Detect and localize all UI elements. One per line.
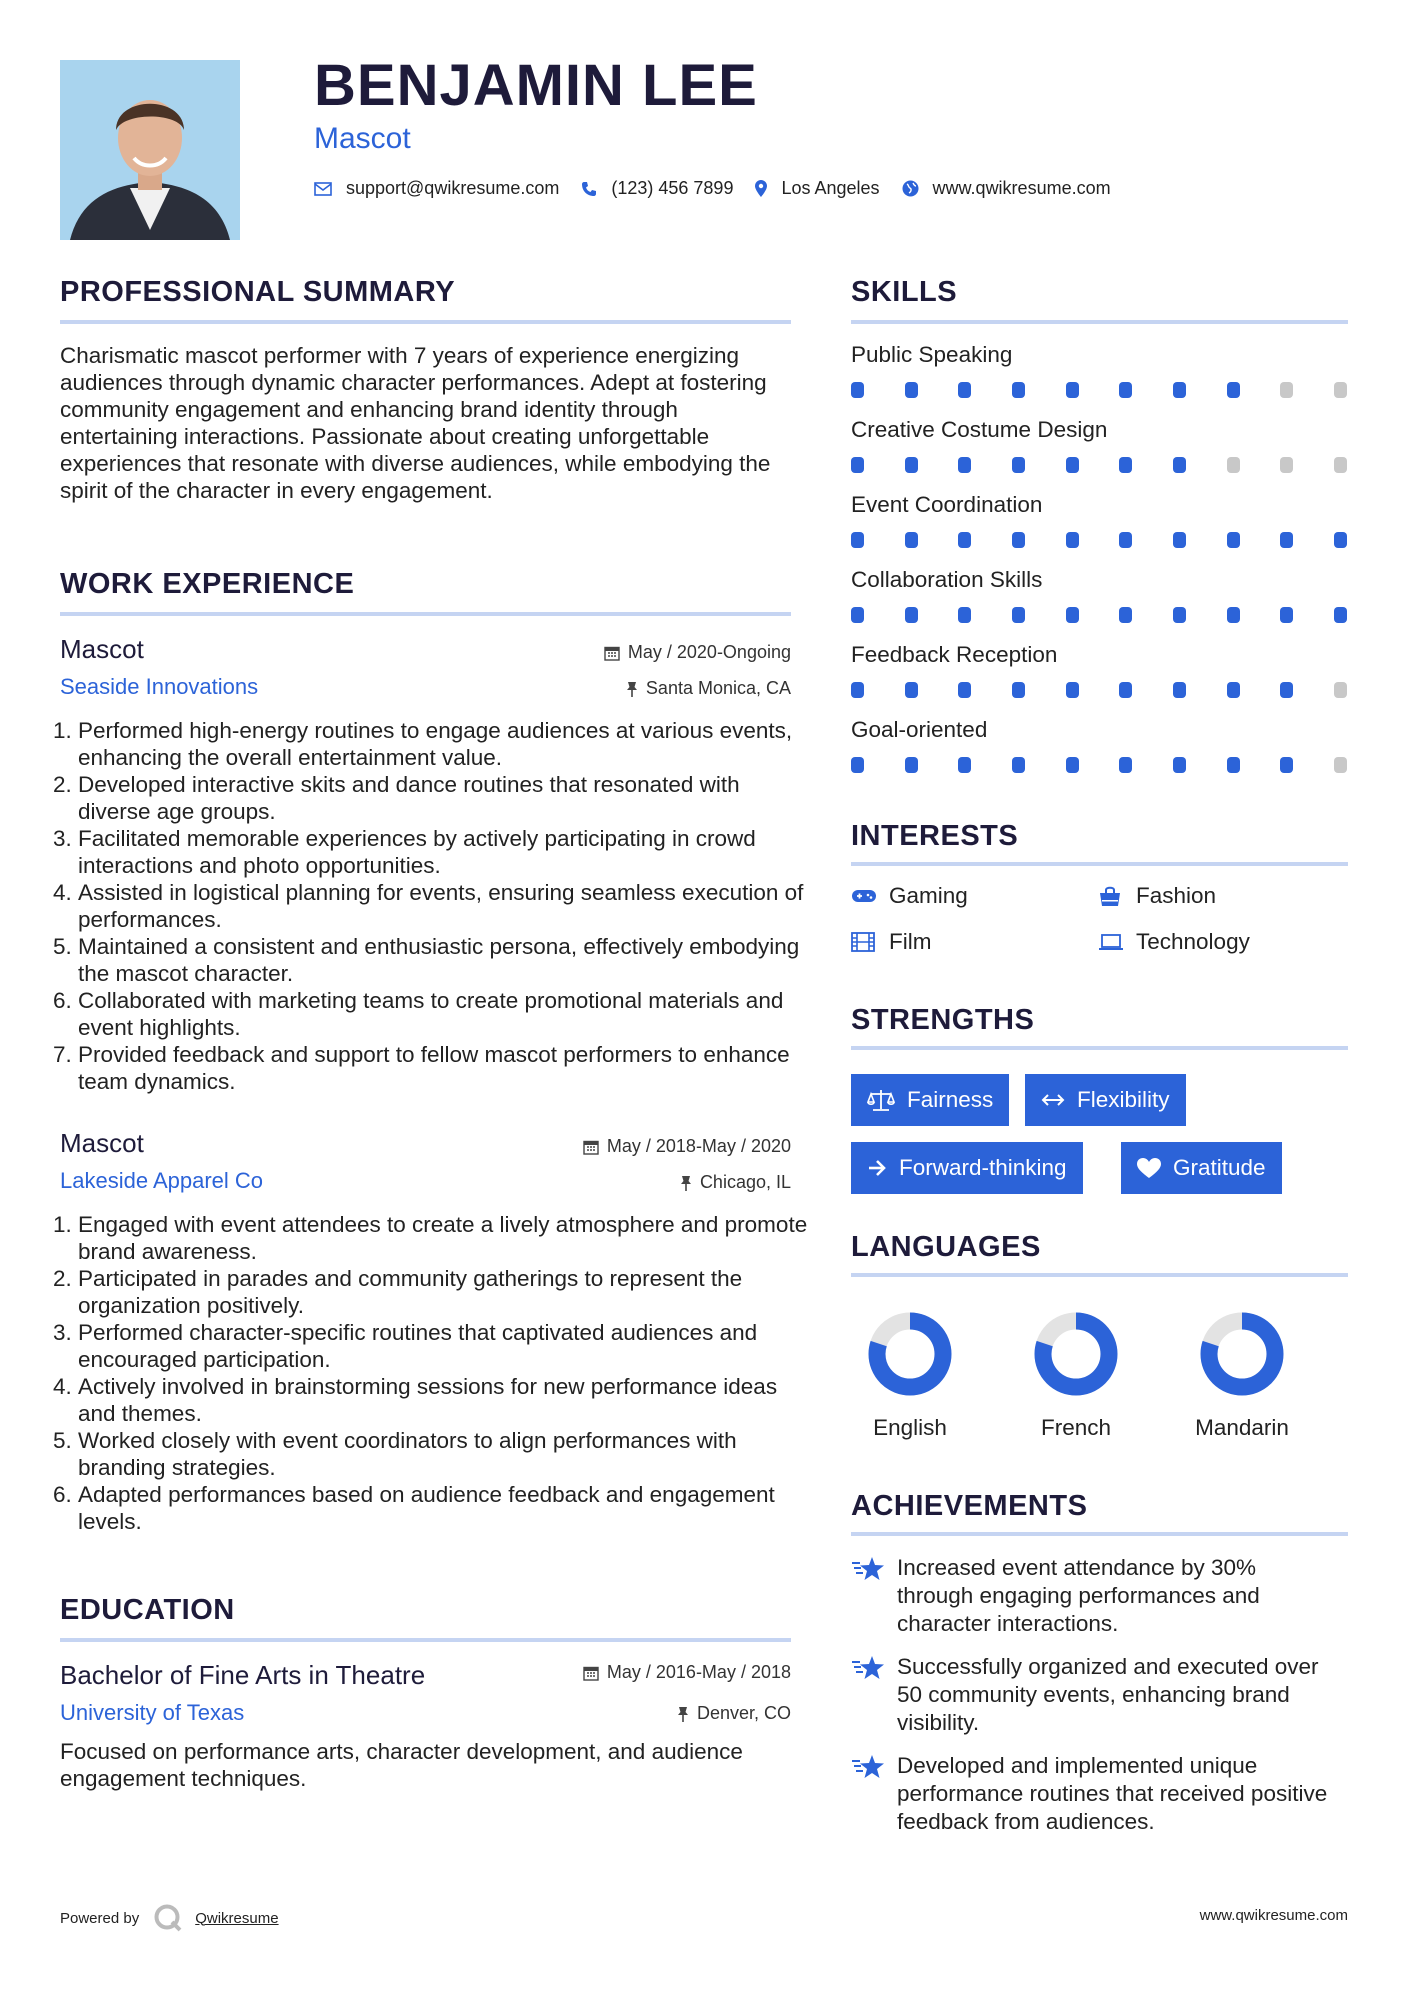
list-item: 3. Facilitated memorable experiences by actively participating in crowd interactions and photo opportunities. [78,825,809,879]
languages-divider [851,1273,1348,1277]
rating-dot-filled [1173,607,1186,623]
rating-dot-filled [1173,682,1186,698]
skill-rating [851,607,1347,623]
rating-dot-empty [1334,457,1347,473]
achievement-text: Increased event attendance by 30% through engaging performances and character interactions. [897,1555,1260,1636]
language-donut [1197,1309,1287,1404]
rating-dot-filled [1119,682,1132,698]
envelope-icon [314,182,332,196]
rating-dot-filled [1119,457,1132,473]
rating-dot-filled [1066,457,1079,473]
rating-dot-filled [1280,607,1293,623]
interests-heading: INTERESTS [851,820,1019,852]
strength-label: Fairness [907,1087,994,1112]
job-dates-text: May / 2020-Ongoing [627,642,791,662]
education-dates [583,1662,791,1683]
list-item: 6. Adapted performances based on audience feedback and engagement levels. [78,1481,809,1535]
skill-label: Creative Costume Design [851,417,1108,442]
rating-dot-empty [1280,382,1293,398]
footer-powered-by [60,1903,279,1933]
summary-text: Charismatic mascot performer with 7 years of experience energizing audiences through dynamic character performances. Adept at fostering community engagement and enhancing brand identity through entertaining interactions. Passionate about creating unforgettable experiences that resonate with diverse audiences, while embodying the spirit of the character in every engagement. [60,343,771,503]
list-item: 4. Actively involved in brainstorming sessions for new performance ideas and themes. [78,1373,809,1427]
education-dates-text: May / 2016-May / 2018 [606,1662,791,1682]
rating-dot-filled [905,457,918,473]
skill-label: Public Speaking [851,342,1013,367]
skill-rating [851,757,1347,773]
job-duties-list [60,717,809,1095]
list-item: 6. Collaborated with marketing teams to create promotional materials and event highlights. [78,987,809,1041]
arrows-horizontal-icon [1041,1093,1065,1107]
rating-dot-filled [1012,757,1025,773]
company-name: Seaside Innovations [60,674,259,699]
qwikresume-link[interactable]: Qwikresume [195,1909,279,1927]
globe-icon [902,180,919,197]
education-heading: EDUCATION [60,1594,235,1626]
rating-dot-filled [1227,382,1240,398]
contact-email[interactable]: support@qwikresume.com [346,178,560,198]
language-label: French [1040,1415,1112,1440]
rating-dot-filled [905,682,918,698]
skill-label: Event Coordination [851,492,1043,517]
achievement-item [851,1554,1337,1638]
rating-dot-filled [1227,607,1240,623]
rating-dot-filled [1066,757,1079,773]
profile-photo [60,60,240,240]
rating-dot-empty [1280,457,1293,473]
rating-dot-empty [1334,757,1347,773]
rating-dot-filled [1012,457,1025,473]
contact-phone[interactable]: (123) 456 7899 [611,178,734,198]
pin-icon [677,1706,689,1722]
rating-dot-filled [1173,532,1186,548]
rating-dot-filled [1334,532,1347,548]
star-icon [851,1754,885,1785]
list-item: 2. Participated in parades and community gatherings to represent the organization positively. [78,1265,809,1319]
strengths-divider [851,1046,1348,1050]
achievement-text: Developed and implemented unique performance routines that received positive feedback from audiences. [897,1753,1328,1834]
rating-dot-filled [1012,682,1025,698]
rating-dot-filled [958,382,971,398]
list-item: 5. Maintained a consistent and enthusiastic persona, effectively embodying the mascot character. [78,933,809,987]
strength-label: Flexibility [1077,1087,1170,1112]
achievement-text: Successfully organized and executed over 50 community events, enhancing brand visibility. [897,1654,1319,1735]
heart-icon [1137,1158,1161,1179]
rating-dot-filled [851,532,864,548]
rating-dot-filled [851,382,864,398]
contact-bar [314,178,1133,199]
skills-heading: SKILLS [851,276,958,308]
interest-item-gaming [851,883,968,909]
achievements-divider [851,1532,1348,1536]
candidate-name: BENJAMIN LEE [314,53,758,118]
powered-by-label: Powered by [60,1909,140,1927]
job-location [626,678,791,699]
calendar-icon [583,1665,599,1681]
list-item: 2. Developed interactive skits and dance routines that resonated with diverse age groups. [78,771,809,825]
summary-heading: PROFESSIONAL SUMMARY [60,276,456,308]
avatar [60,60,240,240]
interest-label: Gaming [889,883,968,908]
languages-heading: LANGUAGES [851,1231,1041,1263]
language-donut [1031,1309,1121,1404]
rating-dot-filled [1066,607,1079,623]
achievements-heading: ACHIEVEMENTS [851,1490,1088,1522]
rating-dot-filled [1119,532,1132,548]
laptop-icon [1098,933,1124,951]
interest-item-technology [1098,929,1250,955]
skill-rating [851,682,1347,698]
skill-label: Collaboration Skills [851,567,1043,592]
rating-dot-filled [1227,682,1240,698]
strength-tag-flexibility [1025,1074,1186,1126]
rating-dot-filled [905,757,918,773]
job-title: Mascot [60,1128,144,1158]
rating-dot-filled [1280,682,1293,698]
job-location-text: Chicago, IL [699,1172,791,1192]
rating-dot-filled [1173,382,1186,398]
job-location-text: Santa Monica, CA [645,678,791,698]
interest-label: Fashion [1136,883,1217,908]
summary-divider [60,320,791,324]
contact-website[interactable]: www.qwikresume.com [932,178,1111,198]
interest-label: Film [889,929,932,954]
pin-icon [626,681,638,697]
rating-dot-filled [1119,607,1132,623]
rating-dot-filled [1280,757,1293,773]
rating-dot-filled [851,682,864,698]
contact-location: Los Angeles [781,178,880,198]
job-duties-list [60,1211,809,1535]
shopping-bag-icon [1098,885,1124,907]
calendar-icon [604,645,620,661]
education-description: Focused on performance arts, character development, and audience engagement techniques. [60,1739,743,1791]
skills-divider [851,320,1348,324]
calendar-icon [583,1139,599,1155]
list-item: 4. Assisted in logistical planning for events, ensuring seamless execution of performances. [78,879,809,933]
rating-dot-filled [1334,607,1347,623]
rating-dot-filled [1066,532,1079,548]
skill-label: Goal-oriented [851,717,988,742]
rating-dot-filled [958,532,971,548]
skill-rating [851,532,1347,548]
rating-dot-filled [1227,757,1240,773]
list-item: 7. Provided feedback and support to fellow mascot performers to enhance team dynamics. [78,1041,809,1095]
skill-label: Feedback Reception [851,642,1058,667]
job-dates-text: May / 2018-May / 2020 [606,1136,791,1156]
interest-item-film [851,929,931,955]
map-marker-icon [755,180,767,197]
interest-label: Technology [1136,929,1250,954]
education-location-text: Denver, CO [696,1703,791,1723]
job-title: Mascot [60,634,144,664]
rating-dot-filled [958,757,971,773]
list-item: 5. Worked closely with event coordinators to align performances with branding strategies. [78,1427,809,1481]
qwikresume-logo-icon [153,1903,183,1933]
interests-divider [851,862,1348,866]
skill-rating [851,382,1347,398]
list-item: 1. Performed high-energy routines to engage audiences at various events, enhancing the overall entertainment value. [78,717,809,771]
rating-dot-filled [1012,382,1025,398]
language-label: Mandarin [1195,1415,1289,1440]
language-label: English [873,1415,947,1440]
phone-icon [581,181,597,197]
star-icon [851,1556,885,1587]
degree-title: Bachelor of Fine Arts in Theatre [60,1660,426,1690]
rating-dot-filled [1173,457,1186,473]
rating-dot-filled [851,457,864,473]
rating-dot-filled [905,607,918,623]
rating-dot-filled [1227,532,1240,548]
strength-label: Gratitude [1173,1155,1266,1180]
rating-dot-filled [1066,682,1079,698]
footer-website[interactable]: www.qwikresume.com [1199,1907,1348,1924]
rating-dot-filled [1119,382,1132,398]
rating-dot-filled [958,607,971,623]
pin-icon [680,1175,692,1191]
star-icon [851,1655,885,1686]
strengths-heading: STRENGTHS [851,1004,1035,1036]
arrow-right-icon [867,1159,887,1177]
achievement-item [851,1752,1337,1836]
film-icon [851,932,877,952]
rating-dot-empty [1227,457,1240,473]
job-location [680,1172,791,1193]
rating-dot-filled [958,457,971,473]
strength-tag-fairness [851,1074,1009,1126]
language-donut [865,1309,955,1404]
list-item: 3. Performed character-specific routines that captivated audiences and encouraged participation. [78,1319,809,1373]
list-item: 1. Engaged with event attendees to create a lively atmosphere and promote brand awareness. [78,1211,809,1265]
achievement-item [851,1653,1337,1737]
school-name: University of Texas [60,1700,245,1725]
rating-dot-empty [1334,682,1347,698]
balance-scale-icon [867,1088,895,1112]
candidate-role: Mascot [314,122,411,155]
rating-dot-filled [905,382,918,398]
job-dates [583,1136,791,1157]
experience-divider [60,612,791,616]
education-location [677,1703,791,1724]
gamepad-icon [851,888,877,904]
job-dates [604,642,791,663]
rating-dot-filled [1119,757,1132,773]
education-divider [60,1638,791,1642]
strength-tag-gratitude [1121,1142,1282,1194]
strength-tag-forward-thinking [851,1142,1083,1194]
rating-dot-filled [1066,382,1079,398]
rating-dot-filled [905,532,918,548]
rating-dot-filled [851,607,864,623]
rating-dot-filled [1012,607,1025,623]
experience-heading: WORK EXPERIENCE [60,568,355,600]
rating-dot-filled [1173,757,1186,773]
rating-dot-filled [1280,532,1293,548]
skill-rating [851,457,1347,473]
company-name: Lakeside Apparel Co [60,1168,264,1193]
rating-dot-empty [1334,382,1347,398]
interest-item-fashion [1098,883,1216,909]
rating-dot-filled [1012,532,1025,548]
strength-label: Forward-thinking [899,1155,1067,1180]
rating-dot-filled [851,757,864,773]
rating-dot-filled [958,682,971,698]
